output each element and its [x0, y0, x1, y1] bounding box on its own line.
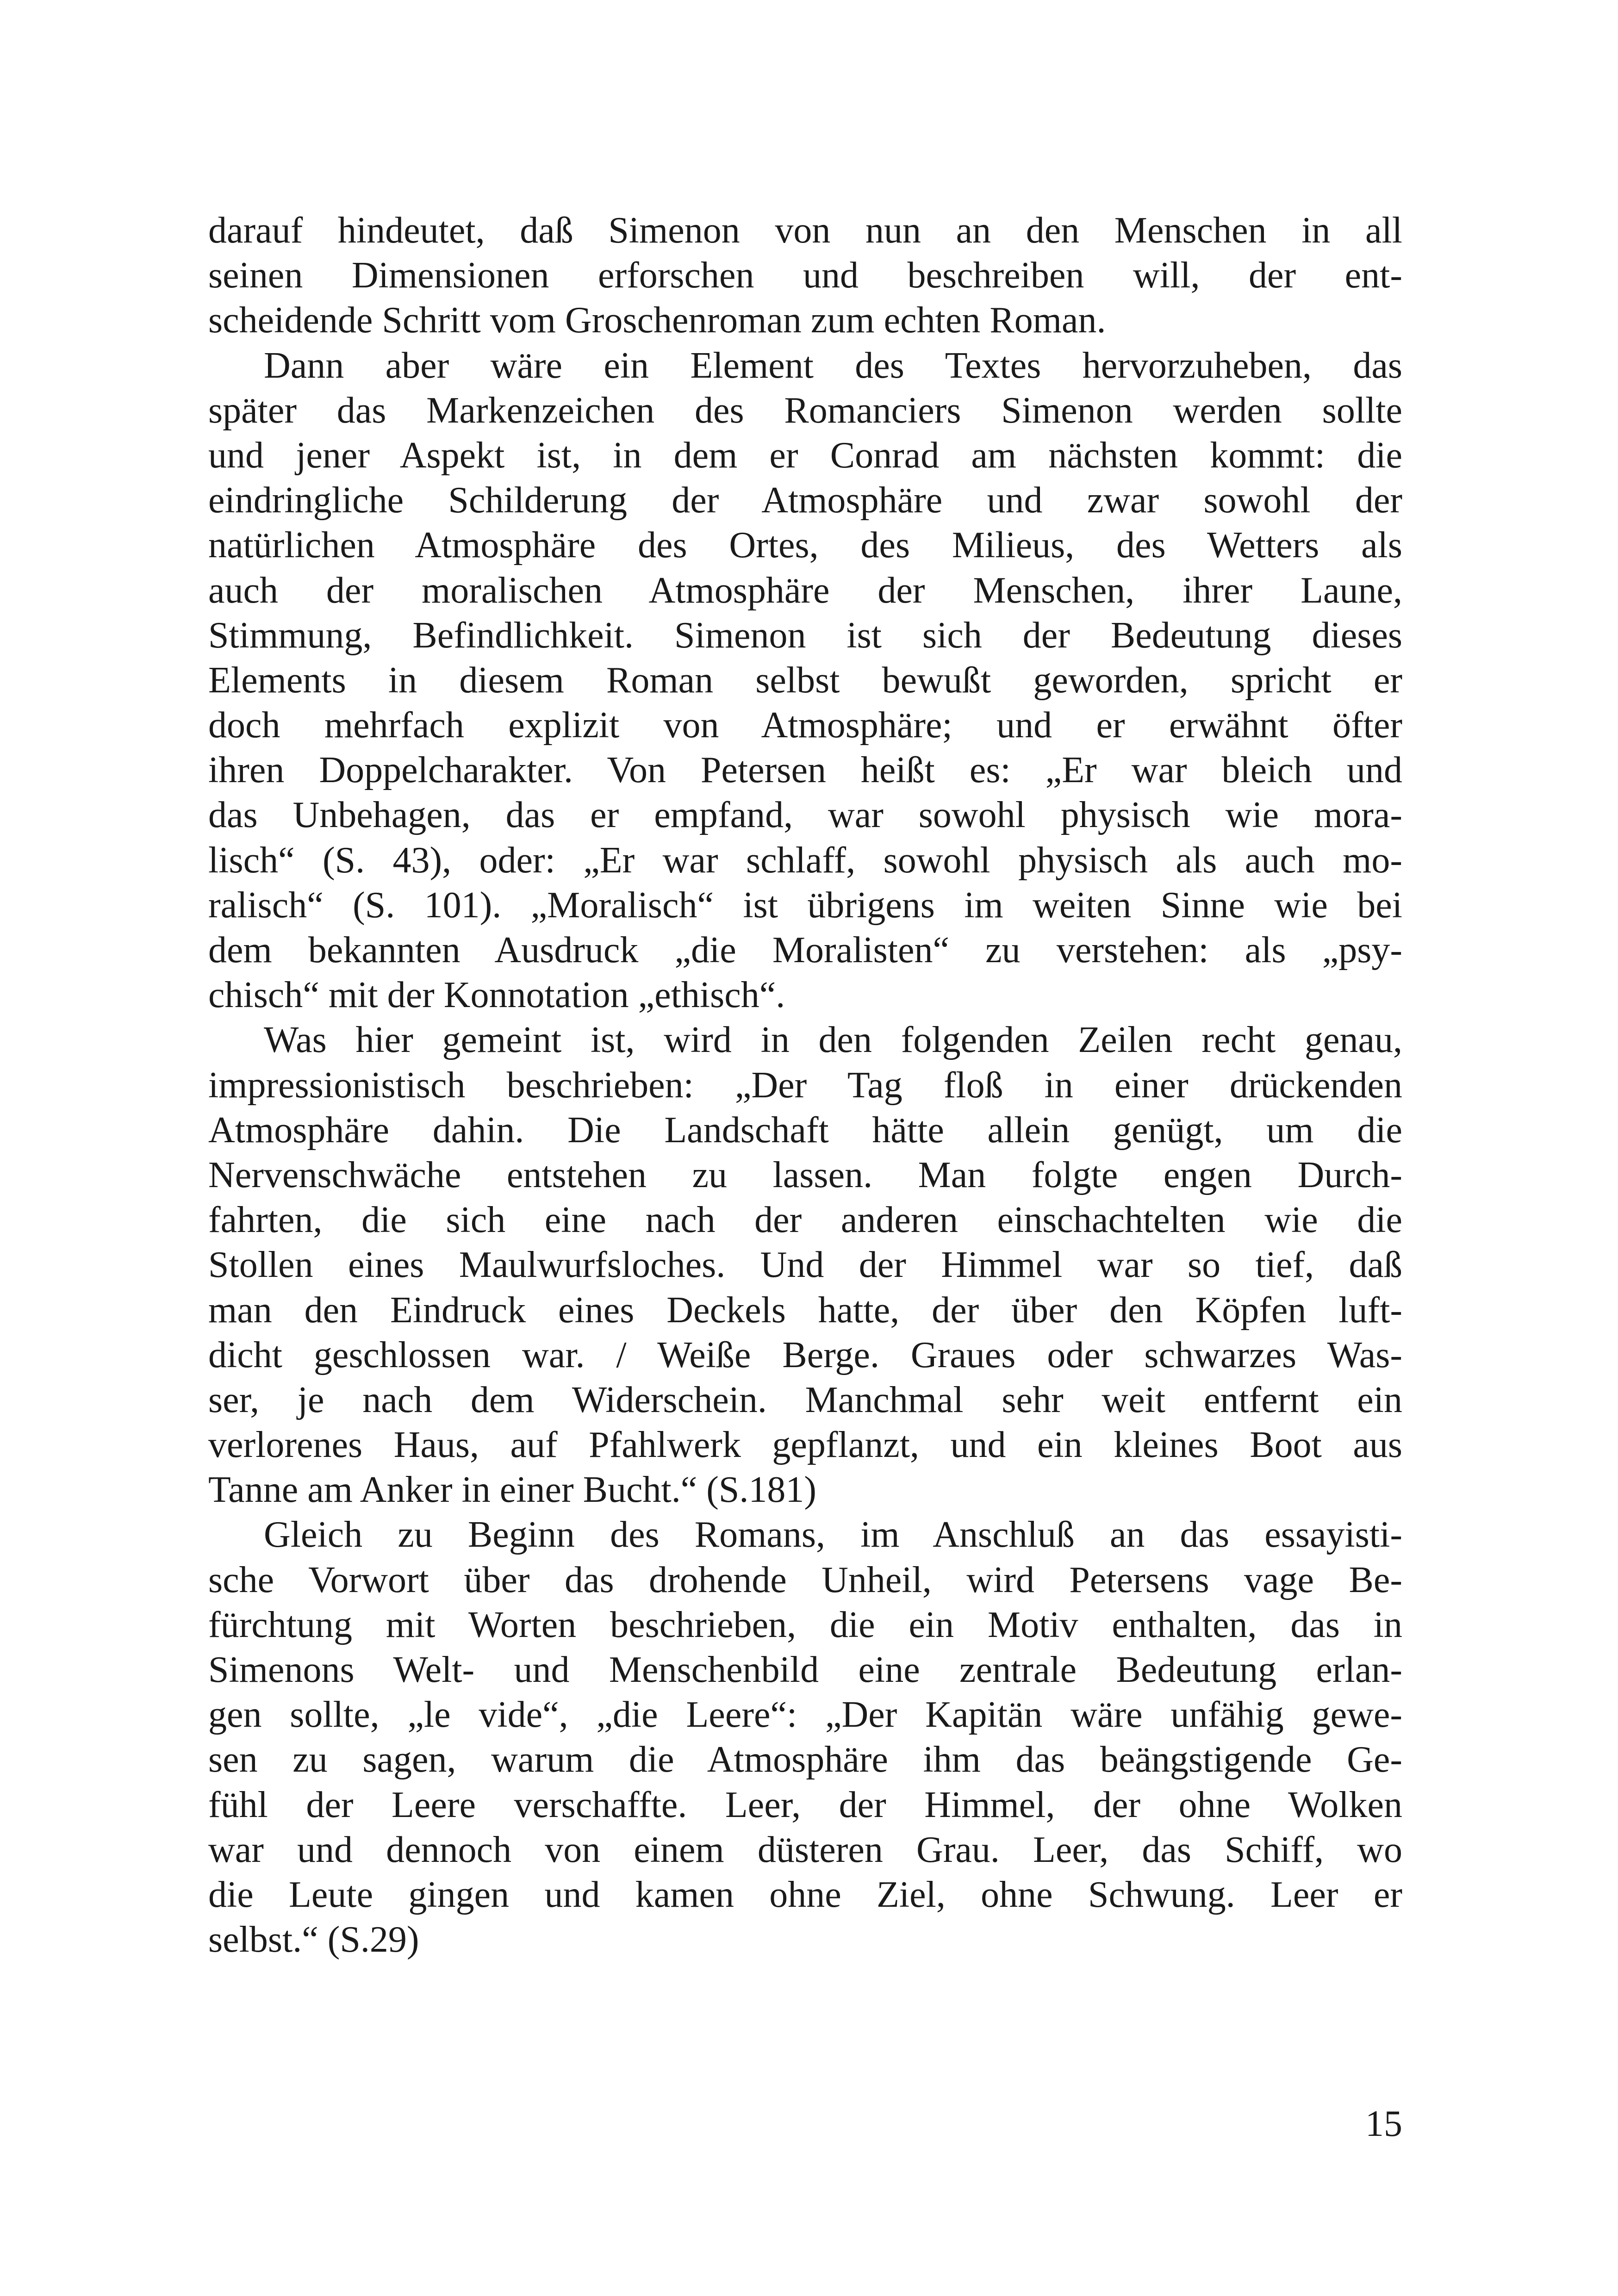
- text-line: später das Markenzeichen des Romanciers Simenon werden sollte: [208, 390, 1402, 431]
- text-line: Atmosphäre dahin. Die Landschaft hätte allein genügt, um die: [208, 1109, 1402, 1151]
- text-line: Stimmung, Befindlichkeit. Simenon ist sich der Bedeutung dieses: [208, 615, 1402, 656]
- text-line: seinen Dimensionen erforschen und beschreiben will, der ent-: [208, 255, 1402, 296]
- text-line: fühl der Leere verschaffte. Leer, der Himmel, der ohne Wolken: [208, 1784, 1402, 1825]
- text-line: war und dennoch von einem düsteren Grau. Leer, das Schiff, wo: [208, 1829, 1402, 1870]
- text-line: verlorenes Haus, auf Pfahlwerk gepflanzt, und ein kleines Boot aus: [208, 1425, 1402, 1466]
- text-line: eindringliche Schilderung der Atmosphäre und zwar sowohl der: [208, 480, 1402, 521]
- text-line: ralisch“ (S. 101). „Moralisch“ ist übrigens im weiten Sinne wie bei: [208, 884, 1402, 926]
- text-line: natürlichen Atmosphäre des Ortes, des Milieus, des Wetters als: [208, 525, 1402, 566]
- text-line: fürchtung mit Worten beschrieben, die ein Motiv enthalten, das in: [208, 1604, 1402, 1645]
- text-line: impressionistisch beschrieben: „Der Tag floß in einer drückenden: [208, 1064, 1402, 1106]
- text-line: doch mehrfach explizit von Atmosphäre; und er erwähnt öfter: [208, 705, 1402, 746]
- text-line: Stollen eines Maulwurfsloches. Und der Himmel war so tief, daß: [208, 1244, 1402, 1286]
- text-line: Gleich zu Beginn des Romans, im Anschluß an das essayisti-: [264, 1514, 1402, 1556]
- text-line: Dann aber wäre ein Element des Textes hervorzuheben, das: [264, 345, 1402, 386]
- text-line: das Unbehagen, das er empfand, war sowohl physisch wie mora-: [208, 795, 1402, 836]
- text-line: darauf hindeutet, daß Simenon von nun an den Menschen in all: [208, 210, 1402, 251]
- text-line: gen sollte, „le vide“, „die Leere“: „Der Kapitän wäre unfähig gewe-: [208, 1694, 1402, 1736]
- text-line: Elements in diesem Roman selbst bewußt geworden, spricht er: [208, 660, 1402, 701]
- text-line: selbst.“ (S.29): [208, 1919, 419, 1960]
- page-number: 15: [1365, 2103, 1402, 2144]
- text-line: Simenons Welt- und Menschenbild eine zentrale Bedeutung erlan-: [208, 1649, 1402, 1690]
- text-line: die Leute gingen und kamen ohne Ziel, ohne Schwung. Leer er: [208, 1874, 1402, 1915]
- text-line: und jener Aspekt ist, in dem er Conrad am nächsten kommt: die: [208, 435, 1402, 476]
- text-line: dicht geschlossen war. / Weiße Berge. Graues oder schwarzes Was-: [208, 1334, 1402, 1375]
- text-line: lisch“ (S. 43), oder: „Er war schlaff, sowohl physisch als auch mo-: [208, 840, 1402, 881]
- body-text: [208, 208, 1402, 1962]
- text-line: Nervenschwäche entstehen zu lassen. Man folgte engen Durch-: [208, 1154, 1402, 1195]
- text-line: chisch“ mit der Konnotation „ethisch“.: [208, 975, 785, 1016]
- text-line: sche Vorwort über das drohende Unheil, wird Petersens vage Be-: [208, 1559, 1402, 1600]
- text-line: ihren Doppelcharakter. Von Petersen heißt es: „Er war bleich und: [208, 750, 1402, 791]
- text-line: sen zu sagen, warum die Atmosphäre ihm das beängstigende Ge-: [208, 1739, 1402, 1780]
- text-line: Tanne am Anker in einer Bucht.“ (S.181): [208, 1469, 817, 1511]
- text-line: Was hier gemeint ist, wird in den folgenden Zeilen recht genau,: [264, 1020, 1402, 1061]
- text-line: fahrten, die sich eine nach der anderen einschachtelten wie die: [208, 1200, 1402, 1241]
- text-line: man den Eindruck eines Deckels hatte, der über den Köpfen luft-: [208, 1289, 1402, 1331]
- text-line: dem bekannten Ausdruck „die Moralisten“ zu verstehen: als „psy-: [208, 930, 1402, 971]
- text-line: ser, je nach dem Widerschein. Manchmal sehr weit entfernt ein: [208, 1379, 1402, 1420]
- text-line: auch der moralischen Atmosphäre der Menschen, ihrer Laune,: [208, 570, 1402, 611]
- text-line: scheidende Schritt vom Groschenroman zum echten Roman.: [208, 300, 1106, 341]
